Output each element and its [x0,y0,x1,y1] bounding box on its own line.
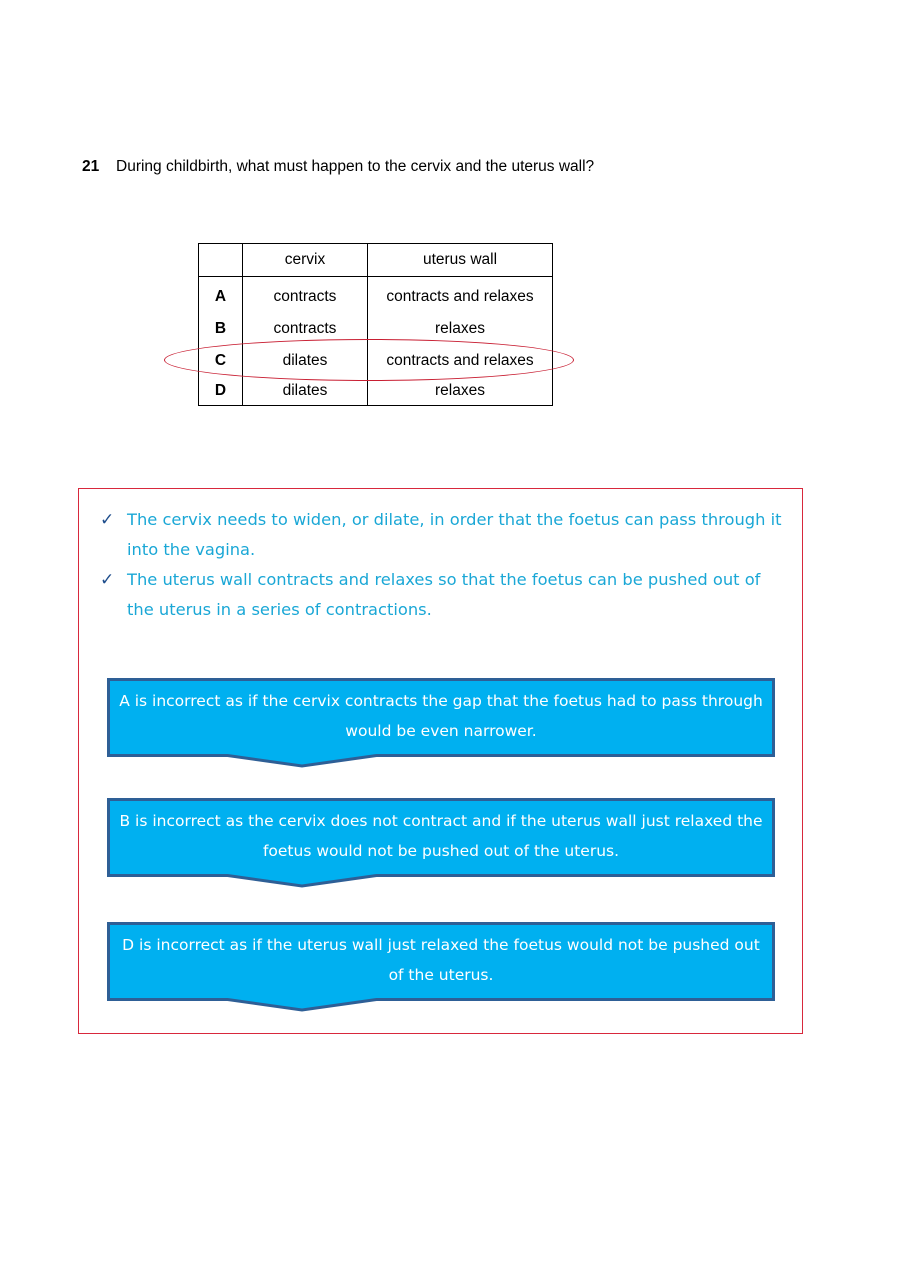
banner-text: D is incorrect as if the uterus wall just relaxed the foetus would not be pushed out of the uterus. [107,922,775,1001]
question-text: During childbirth, what must happen to the cervix and the uterus wall? [116,158,595,175]
option-letter: A [199,277,243,314]
cervix-cell: contracts [243,313,368,345]
uterus-wall-cell: relaxes [368,313,553,345]
uterus-wall-cell: relaxes [368,377,553,406]
cervix-cell: contracts [243,277,368,314]
option-letter: B [199,313,243,345]
banner-text: B is incorrect as the cervix does not contract and if the uterus wall just relaxed the foetus would not be pushed out of the uterus. [107,798,775,877]
explanation-point [100,565,790,625]
uterus-wall-cell: contracts and relaxes [368,277,553,314]
uterus-wall-cell: contracts and relaxes [368,345,553,377]
incorrect-banner-a [107,678,775,768]
incorrect-banner-d [107,922,775,1012]
banner-text: A is incorrect as if the cervix contracts the gap that the foetus had to pass through would be even narrower. [107,678,775,757]
explanation-point-text: The uterus wall contracts and relaxes so that the foetus can be pushed out of the uterus in a series of contractions. [127,570,761,619]
answer-table [198,243,553,406]
option-letter: D [199,377,243,406]
correct-answer-ellipse [164,339,574,381]
cervix-cell: dilates [243,377,368,406]
header-uterus-wall: uterus wall [368,244,553,277]
explanation-point [100,505,790,565]
explanation-point-text: The cervix needs to widen, or dilate, in order that the foetus can pass through it into the vagina. [127,510,782,559]
banner-arrow-tip [107,998,775,1012]
banner-arrow-tip [107,874,775,888]
table-header-row [199,244,553,277]
banner-arrow-tip [107,754,775,768]
incorrect-banner-b [107,798,775,888]
question-number: 21 [82,158,100,175]
table-row-a [199,277,553,314]
header-cervix: cervix [243,244,368,277]
explanation-points [100,505,790,625]
check-mark-icon: ✓ [100,570,115,590]
question [82,157,594,177]
header-letter-cell [199,244,243,277]
option-letter: C [199,345,243,377]
check-mark-icon: ✓ [100,510,115,530]
cervix-cell: dilates [243,345,368,377]
table-row-d [199,377,553,406]
